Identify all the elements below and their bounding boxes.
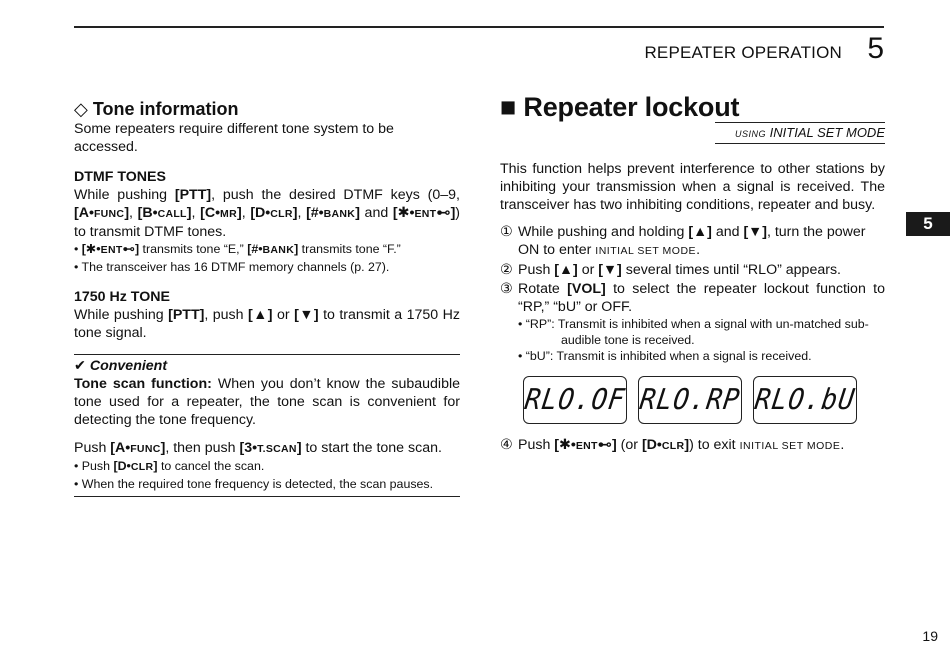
convenient-box xyxy=(74,354,460,497)
t1750-text: While pushing [PTT], push [▲] or [▼] to transmit a 1750 Hz tone signal. xyxy=(74,307,460,341)
top-rule xyxy=(74,26,884,28)
step-2: ② Push [▲] or [▼] several times until “RLO” appears. xyxy=(500,262,841,278)
dtmf-text: While pushing [PTT], push the desired DTMF keys (0–9, [A•FUNC], [B•CALL], [C•MR], [D•CLR], [#•BANK] and [✱•ENT⊷]) to transmit DTMF tones. xyxy=(74,187,461,240)
tone-info-intro: Some repeaters require different tone system to be accessed. xyxy=(74,121,394,155)
lockout-intro: This function helps prevent interference to other stations by inhibiting your transmission when a signal is received. The transceiver has two inhibiting conditions, repeater and busy. xyxy=(500,161,885,213)
page-number: 19 xyxy=(922,628,938,644)
a-func-key: [A•FUNC] xyxy=(74,205,130,221)
left-column xyxy=(74,100,460,497)
dtmf-note-1: • [✱•ENT⊷] transmits tone “E,” [#•BANK] transmits tone “F.” xyxy=(74,242,401,256)
step-3-notes: • “RP”: Transmit is inhibited when a signal with un-matched sub-audible tone is received. • “bU”: Transmit is inhibited when a signal is received. xyxy=(518,317,869,363)
ptt-key: [PTT] xyxy=(174,187,212,203)
convenient-bottom-rule xyxy=(74,496,460,497)
square-icon: ■ xyxy=(500,92,517,122)
section-title: REPEATER OPERATION xyxy=(644,43,842,62)
b-call-key: [B•CALL] xyxy=(137,205,192,221)
tone-scan-push: Push [A•FUNC], then push [3•T.SCAN] to start the tone scan. xyxy=(74,440,442,456)
convenient-label: ✔ Convenient xyxy=(74,358,168,374)
tone-scan-note-2: • When the required tone frequency is detected, the scan pauses. xyxy=(74,477,434,491)
mode-tag: USING INITIAL SET MODE xyxy=(715,122,885,144)
chapter-number: 5 xyxy=(867,32,884,65)
step-3: ③ Rotate [VOL] to select the repeater lockout function to “RP,” “bU” or OFF. xyxy=(500,281,886,315)
lcd-display-off: RLO.OF xyxy=(523,376,627,424)
tone-scan-note-1: • Push [D•CLR] to cancel the scan. xyxy=(74,459,265,473)
repeater-lockout-heading: ■ Repeater lockout xyxy=(500,92,740,122)
lcd-display-row xyxy=(523,376,885,424)
key-lock-icon: ⊷ xyxy=(436,205,451,221)
c-mr-key: [C•MR] xyxy=(200,205,242,221)
hash-bank-key: [#•BANK] xyxy=(306,205,360,221)
lcd-display-rp: RLO.RP xyxy=(638,376,742,424)
down-key: [▼] xyxy=(294,307,319,323)
lcd-display-bu: RLO.bU xyxy=(753,376,857,424)
t1750-heading: 1750 Hz TONE xyxy=(74,289,170,305)
d-clr-key: [D•CLR] xyxy=(250,205,298,221)
dtmf-heading: DTMF TONES xyxy=(74,169,166,185)
tone-info-heading: ◇ Tone information xyxy=(74,99,239,119)
tone-scan-text: Tone scan function: When you don’t know the subaudible tone used for a repeater, the tone scan is convenient for detecting the tone frequency. xyxy=(74,376,460,428)
step-1: ① While pushing and holding [▲] and [▼], turn the power ON to enter INITIAL SET MODE. xyxy=(500,224,866,258)
star-ent-key: [✱•ENT⊷] xyxy=(392,205,456,221)
dtmf-note-2: • The transceiver has 16 DTMF memory channels (p. 27). xyxy=(74,260,390,274)
step-4: ④ Push [✱•ENT⊷] (or [D•CLR]) to exit INITIAL SET MODE. xyxy=(500,437,845,453)
diamond-icon: ◇ xyxy=(74,99,88,119)
chapter-side-tab: 5 xyxy=(906,212,950,236)
right-column xyxy=(500,92,886,455)
up-key: [▲] xyxy=(248,307,273,323)
